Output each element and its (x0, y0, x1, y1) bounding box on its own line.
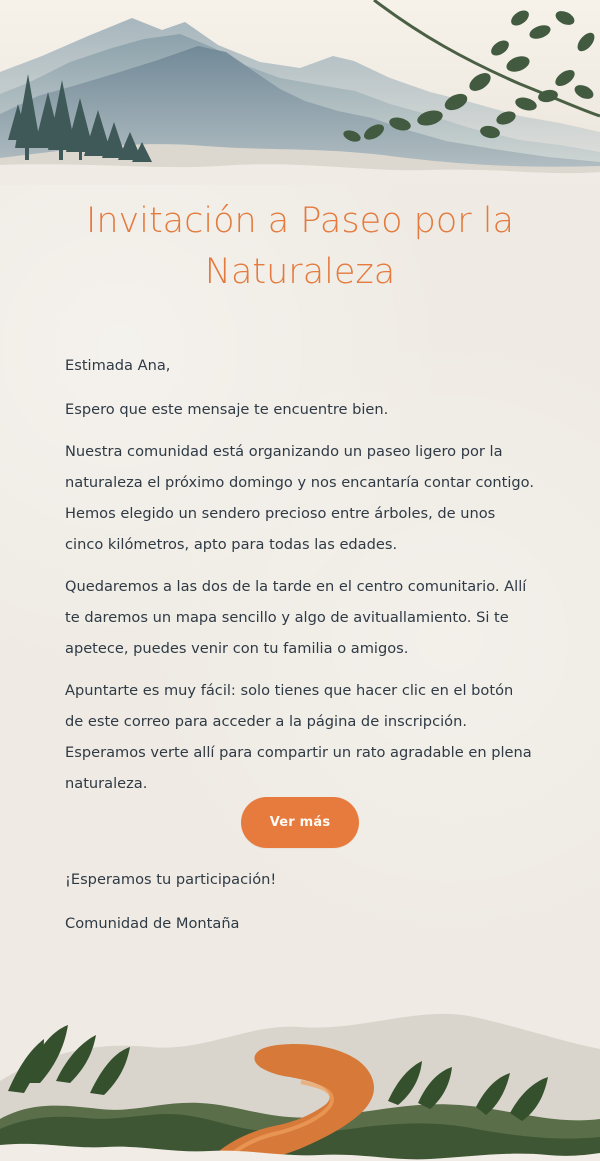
near-mountain-range (0, 46, 600, 185)
cta-container (0, 797, 600, 848)
closing-text: ¡Esperamos tu participación! (65, 871, 277, 888)
far-mountain-range (0, 18, 600, 185)
greeting-text: Estimada Ana, (65, 357, 171, 374)
mist-bank (0, 144, 600, 185)
ver-mas-button[interactable]: Ver más (241, 797, 359, 848)
signature-text: Comunidad de Montaña (65, 915, 240, 932)
branch-stem (374, 0, 600, 116)
torn-paper-edge (0, 164, 600, 185)
footer-mist (0, 1014, 600, 1161)
leafy-branch (342, 7, 598, 143)
forest-path-footer-illustration (0, 931, 600, 1161)
mountain-header-illustration (0, 0, 600, 185)
pine-tree-cluster (8, 74, 152, 162)
footer-plants (8, 1025, 548, 1121)
footer-ground (0, 1103, 600, 1161)
footer-grass (0, 1114, 600, 1161)
intro-text: Espero que este mensaje te encuentre bien. (65, 401, 389, 418)
dirt-path (208, 1044, 374, 1161)
sky-background (0, 0, 600, 185)
footer-paper-edge (0, 1144, 600, 1161)
path-highlight (224, 1082, 332, 1161)
body-paragraph-1: Nuestra comunidad está organizando un paseo ligero por la naturaleza el próximo domingo y nos encantaría contar contigo. Hemos elegido un sendero precioso entre árboles, de unos cinco kilómetros, apto para todas las edades. (65, 443, 534, 553)
body-paragraph-2: Quedaremos a las dos de la tarde en el centro comunitario. Allí te daremos un mapa sencillo y algo de avituallamiento. Si te apetece, puedes venir con tu familia o amigos. (65, 578, 527, 657)
middle-mountain-range (0, 34, 600, 185)
email-body (65, 350, 535, 810)
email-title: Invitación a Paseo por la Naturaleza (86, 201, 514, 292)
body-paragraph-3: Apuntarte es muy fácil: solo tienes que hacer clic en el botón de este correo para acceder a la página de inscripción. Esperamos verte allí para compartir un rato agradable en plena naturaleza. (65, 682, 532, 792)
